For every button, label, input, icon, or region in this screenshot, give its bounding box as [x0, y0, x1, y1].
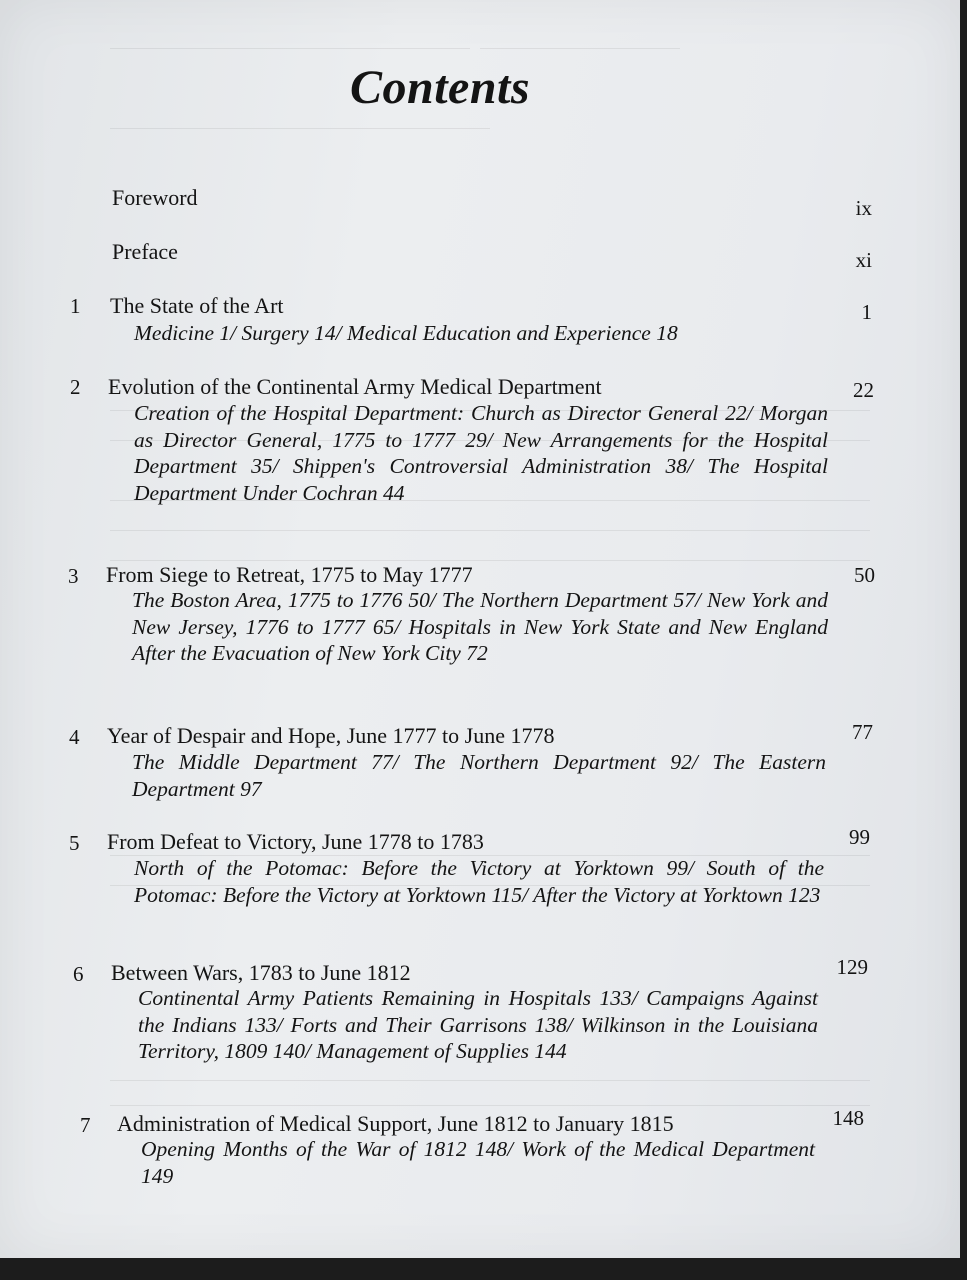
- chapter-page: 50: [854, 563, 875, 587]
- chapter-page: 1: [861, 300, 872, 324]
- chapter-number: 6: [73, 962, 84, 986]
- chapter-number: 2: [70, 375, 81, 399]
- chapter-sections: Opening Months of the War of 1812 148/ Work of the Medical Department 149: [141, 1137, 815, 1188]
- chapter-number: 1: [70, 294, 81, 318]
- chapter-page: 148: [832, 1106, 864, 1130]
- chapter-title: From Siege to Retreat, 1775 to May 1777: [106, 562, 473, 587]
- chapter-title: Year of Despair and Hope, June 1777 to June 1778: [107, 723, 555, 748]
- chapter-number: 3: [68, 564, 79, 588]
- chapter-title: The State of the Art: [110, 293, 284, 318]
- chapter-page: 77: [852, 720, 873, 744]
- front-matter-label: Foreword: [112, 185, 198, 210]
- chapter-title: Administration of Medical Support, June 1812 to January 1815: [117, 1111, 674, 1136]
- chapter-page: 22: [853, 378, 874, 402]
- front-matter-label: Preface: [112, 239, 178, 264]
- chapter-number: 7: [80, 1113, 91, 1137]
- chapter-title: Between Wars, 1783 to June 1812: [111, 960, 411, 985]
- chapter-title: Evolution of the Continental Army Medical Department: [108, 374, 602, 399]
- front-matter-page: xi: [855, 248, 872, 272]
- chapter-page: 129: [836, 955, 868, 979]
- chapter-title: From Defeat to Victory, June 1778 to 1783: [107, 829, 484, 854]
- front-matter-page: ix: [855, 196, 872, 220]
- chapter-number: 5: [69, 831, 80, 855]
- chapter-sections: Medicine 1/ Surgery 14/ Medical Education and Experience 18: [134, 321, 678, 345]
- chapter-page: 99: [849, 825, 870, 849]
- chapter-sections: Continental Army Patients Remaining in Hospitals 133/ Campaigns Against the Indians 133/ Forts and Their Garrisons 138/ Wilkinson in the Louisiana Territory, 1809 140/ Management of Supplies 144: [138, 986, 818, 1063]
- chapter-sections: The Middle Department 77/ The Northern Department 92/ The Eastern Department 97: [132, 750, 826, 801]
- page-title: Contents: [350, 61, 531, 114]
- chapter-sections: North of the Potomac: Before the Victory at Yorktown 99/ South of the Potomac: Before the Victory at Yorktown 115/ After the Victory at Yorktown 123: [134, 856, 824, 907]
- chapter-number: 4: [69, 725, 80, 749]
- chapter-sections: The Boston Area, 1775 to 1776 50/ The Northern Department 57/ New York and New Jersey, 1776 to 1777 65/ Hospitals in New York State and New England After the Evacuation of New York City 72: [132, 588, 828, 665]
- chapter-sections: Creation of the Hospital Department: Church as Director General 22/ Morgan as Director General, 1775 to 1777 29/ New Arrangements for the Hospital Department 35/ Shippen's Controversial Administration 38/ The Hospital Department Under Cochran 44: [134, 401, 828, 505]
